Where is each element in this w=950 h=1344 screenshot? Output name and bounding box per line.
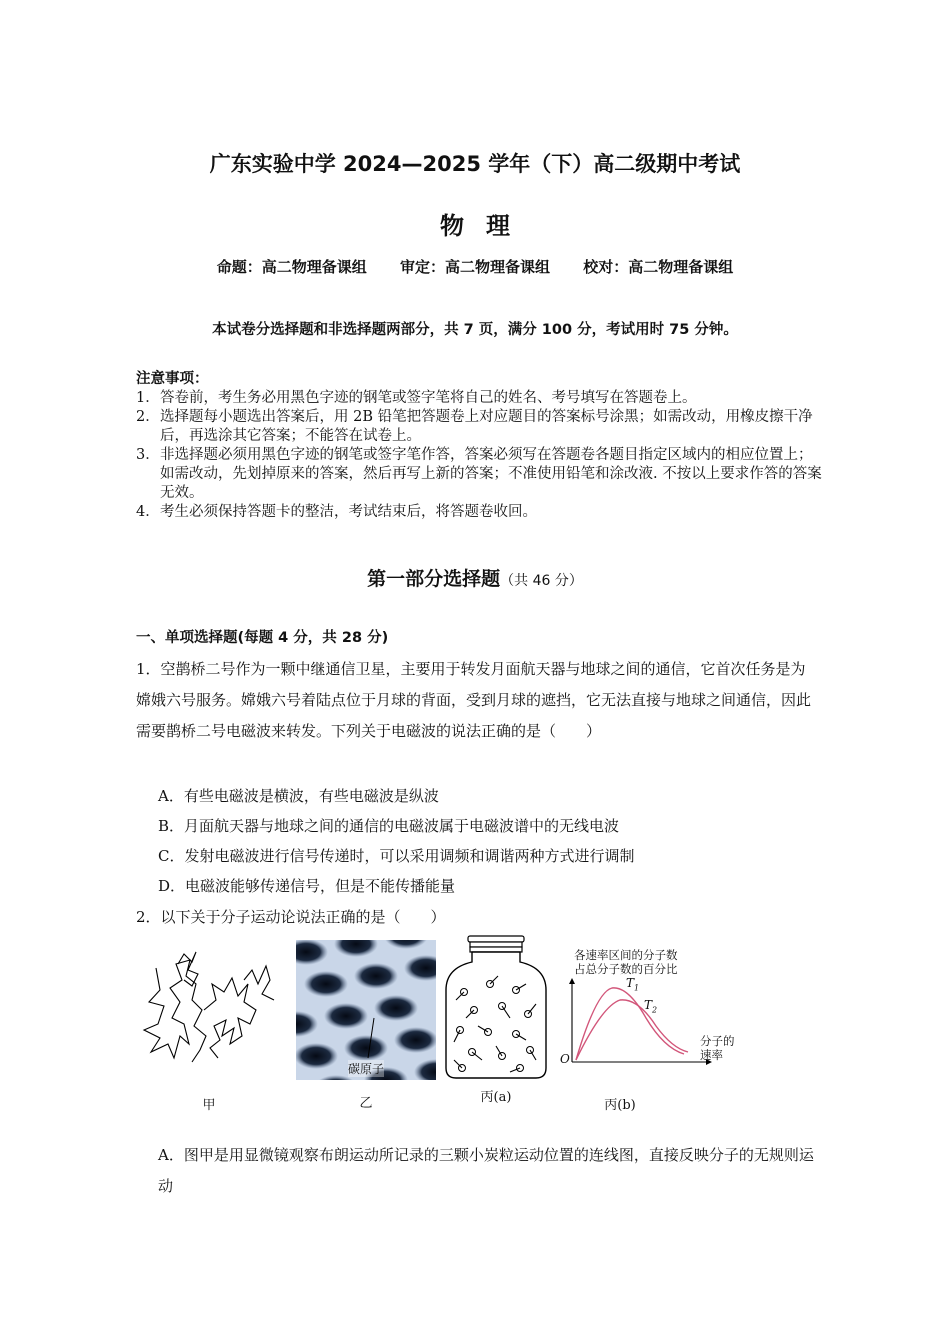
note-number: 4． [136,504,160,520]
note-number: 2． [136,409,160,425]
credit-proofreader: 校对：高二物理备课组 [583,258,734,276]
graph-y-label-line1: 各速率区间的分子数 [574,948,678,962]
note-number: 3． [136,447,160,463]
graph-x-label-line2: 速率 [700,1048,723,1062]
note-text: 选择题每小题选出答案后，用 2B 铅笔把答题卷上对应题目的答案标号涂黑；如需改动，用橡皮擦干净后，再选涂其它答案；不能答在试卷上。 [160,409,813,444]
caption-bing-a: 丙(a) [480,1090,512,1105]
graph-origin-label: O [560,1052,570,1066]
note-item [136,408,826,446]
credit-author: 命题：高二物理备课组 [216,258,367,276]
exam-summary: 本试卷分选择题和非选择题两部分，共 7 页，满分 100 分，考试用时 75 分钟。 [212,322,738,338]
question-2-option-a: A．图甲是用显微镜观察布朗运动所记录的三颗小炭粒运动位置的连线图，直接反映分子的无规则运动 [158,1146,814,1195]
caption-yi: 乙 [359,1096,373,1111]
credits-line [0,256,950,277]
caption-bing-b: 丙(b) [604,1098,636,1113]
note-item [136,389,826,408]
option-a: A．有些电磁波是横波，有些电磁波是纵波 [158,787,439,805]
exam-title: 广东实验中学 2024—2025 学年（下）高二级期中考试 [209,152,741,176]
carbon-atom-label: 碳原子 [348,1062,385,1076]
part-one-heading [0,564,950,591]
graph-x-axis-label [700,1034,735,1062]
graph-y-label-line2: 占总分子数的百分比 [574,962,678,976]
notes-block [136,370,826,522]
note-text: 非选择题必须用黑色字迹的钢笔或签字笔作答，答案必须写在答题卷各题目指定区域内的相应位置上；如需改动，先划掉原来的答案，然后再写上新的答案；不准使用铅笔和涂改液. 不按以上要求作答的答案无效。 [160,447,822,501]
figure-jia [134,940,284,1113]
part-one-score: （共 46 分） [500,573,583,589]
note-text: 考生必须保持答题卡的整洁，考试结束后，将答题卷收回。 [160,504,537,520]
gas-jar-image [440,934,552,1080]
note-item [136,446,826,503]
graph-x-label-line1: 分子的 [700,1034,735,1048]
note-item [136,503,826,522]
note-number: 1． [136,390,160,406]
notes-heading: 注意事项： [136,371,209,387]
graph-y-axis-label [574,948,678,976]
option-c: C．发射电磁波进行信号传递时，可以采用调频和调谐两种方式进行调制 [158,847,635,865]
graph-t2-label: $T_2$ [644,998,658,1015]
note-text: 答卷前，考生务必用黑色字迹的钢笔或签字笔将自己的姓名、考号填写在答题卷上。 [160,390,697,406]
brownian-trace-image [134,940,284,1070]
part-one-title: 第一部分选择题 [367,568,501,590]
section-heading: 一、单项选择题(每题 4 分，共 28 分) [136,630,389,646]
figure-bing-b [556,944,746,1113]
question-1-options [158,781,634,901]
graph-t1-label: $T_1$ [626,976,640,993]
question-2-stem: 2．以下关于分子运动论说法正确的是（ ） [136,908,446,926]
caption-jia: 甲 [202,1098,216,1113]
credit-reviewer: 审定：高二物理备课组 [399,258,550,276]
option-d: D．电磁波能够传递信号，但是不能传播能量 [158,877,456,895]
figure-bing-a [440,934,552,1105]
subject-title: 物理 [440,212,532,240]
option-b: B．月面航天器与地球之间的通信的电磁波属于电磁波谱中的无线电波 [158,817,620,835]
carbon-atom-image [296,940,436,1080]
question-1-stem: 1．空鹊桥二号作为一颗中继通信卫星，主要用于转发月面航天器与地球之间的通信，它首次任务是为嫦娥六号服务。嫦娥六号着陆点位于月球的背面，受到月球的遮挡，它无法直接与地球之间通信，因此需要鹊桥二号电磁波来转发。下列关于电磁波的说法正确的是（ ） [136,660,812,740]
figure-yi [296,940,436,1111]
